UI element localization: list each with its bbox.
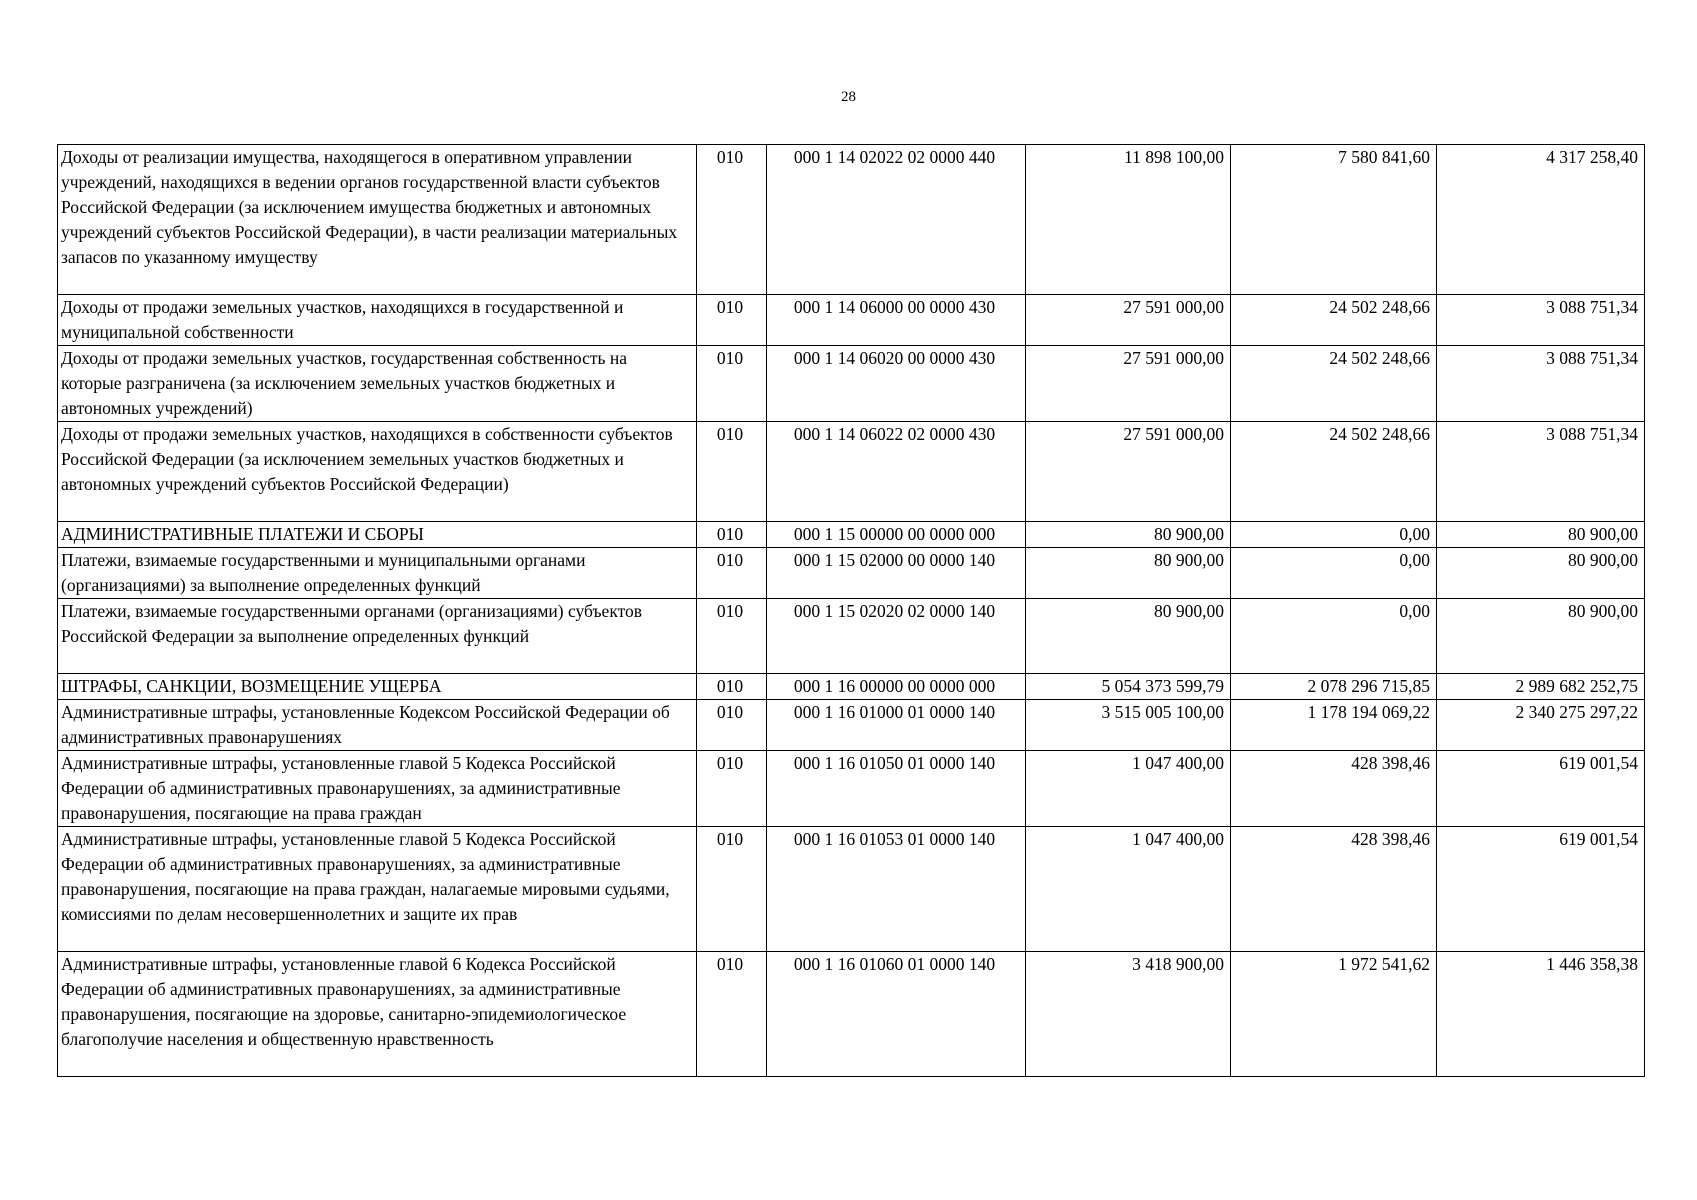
- row-code: 010: [697, 422, 767, 522]
- row-name: Доходы от продажи земельных участков, государственная собственность на которые разграничена (за исключением земельных участков бюджетных и автономных учреждений): [58, 346, 697, 422]
- table-row: [58, 599, 1645, 674]
- row-name: Платежи, взимаемые государственными органами (организациями) субъектов Российской Федерации за выполнение определенных функций: [58, 599, 697, 674]
- row-approved: 80 900,00: [1026, 548, 1231, 599]
- row-remaining: 2 989 682 252,75: [1437, 674, 1645, 700]
- row-name: Административные штрафы, установленные Кодексом Российской Федерации об административных правонарушениях: [58, 700, 697, 751]
- table-row: [58, 952, 1645, 1077]
- row-executed: 0,00: [1231, 548, 1437, 599]
- row-approved: 27 591 000,00: [1026, 346, 1231, 422]
- row-executed: 428 398,46: [1231, 827, 1437, 952]
- row-code: 010: [697, 295, 767, 346]
- row-remaining: 619 001,54: [1437, 827, 1645, 952]
- row-kbk: 000 1 14 06022 02 0000 430: [767, 422, 1026, 522]
- row-name: Административные штрафы, установленные главой 6 Кодекса Российской Федерации об административных правонарушениях, за административные правонарушения, посягающие на здоровье, санитарно-эпидемиологическое благополучие населения и общественную нравственность: [58, 952, 697, 1077]
- row-name: Доходы от продажи земельных участков, находящихся в государственной и муниципальной собственности: [58, 295, 697, 346]
- row-name: Административные штрафы, установленные главой 5 Кодекса Российской Федерации об административных правонарушениях, за административные правонарушения, посягающие на права граждан: [58, 751, 697, 827]
- page-number: 28: [841, 89, 856, 105]
- row-approved: 1 047 400,00: [1026, 751, 1231, 827]
- row-kbk: 000 1 14 02022 02 0000 440: [767, 145, 1026, 295]
- row-remaining: 2 340 275 297,22: [1437, 700, 1645, 751]
- row-code: 010: [697, 548, 767, 599]
- row-executed: 1 972 541,62: [1231, 952, 1437, 1077]
- table-row: [58, 422, 1645, 522]
- row-code: 010: [697, 751, 767, 827]
- row-kbk: 000 1 16 01050 01 0000 140: [767, 751, 1026, 827]
- row-executed: 0,00: [1231, 522, 1437, 548]
- row-approved: 3 418 900,00: [1026, 952, 1231, 1077]
- table-row: [58, 295, 1645, 346]
- row-remaining: 80 900,00: [1437, 548, 1645, 599]
- row-kbk: 000 1 16 01053 01 0000 140: [767, 827, 1026, 952]
- row-kbk: 000 1 15 00000 00 0000 000: [767, 522, 1026, 548]
- row-kbk: 000 1 14 06020 00 0000 430: [767, 346, 1026, 422]
- row-remaining: 3 088 751,34: [1437, 295, 1645, 346]
- row-executed: 2 078 296 715,85: [1231, 674, 1437, 700]
- row-executed: 428 398,46: [1231, 751, 1437, 827]
- row-code: 010: [697, 346, 767, 422]
- table-row: [58, 751, 1645, 827]
- row-approved: 5 054 373 599,79: [1026, 674, 1231, 700]
- row-name: Административные штрафы, установленные главой 5 Кодекса Российской Федерации об административных правонарушениях, за административные правонарушения, посягающие на права граждан, налагаемые мировыми судьями, комиссиями по делам несовершеннолетних и защите их прав: [58, 827, 697, 952]
- table-row: [58, 522, 1645, 548]
- row-executed: 7 580 841,60: [1231, 145, 1437, 295]
- row-approved: 3 515 005 100,00: [1026, 700, 1231, 751]
- table-row: [58, 700, 1645, 751]
- row-executed: 24 502 248,66: [1231, 295, 1437, 346]
- row-approved: 1 047 400,00: [1026, 827, 1231, 952]
- row-kbk: 000 1 16 01060 01 0000 140: [767, 952, 1026, 1077]
- row-code: 010: [697, 522, 767, 548]
- table-row: [58, 346, 1645, 422]
- row-code: 010: [697, 700, 767, 751]
- row-code: 010: [697, 827, 767, 952]
- row-code: 010: [697, 599, 767, 674]
- row-kbk: 000 1 15 02020 02 0000 140: [767, 599, 1026, 674]
- row-kbk: 000 1 16 00000 00 0000 000: [767, 674, 1026, 700]
- row-kbk: 000 1 14 06000 00 0000 430: [767, 295, 1026, 346]
- row-approved: 27 591 000,00: [1026, 295, 1231, 346]
- table-row: [58, 548, 1645, 599]
- table-row: [58, 674, 1645, 700]
- revenue-table: [57, 144, 1645, 1077]
- row-kbk: 000 1 15 02000 00 0000 140: [767, 548, 1026, 599]
- table-row: [58, 827, 1645, 952]
- row-kbk: 000 1 16 01000 01 0000 140: [767, 700, 1026, 751]
- row-remaining: 3 088 751,34: [1437, 346, 1645, 422]
- row-remaining: 1 446 358,38: [1437, 952, 1645, 1077]
- row-executed: 24 502 248,66: [1231, 422, 1437, 522]
- row-name: Доходы от продажи земельных участков, находящихся в собственности субъектов Российской Федерации (за исключением земельных участков бюджетных и автономных учреждений субъектов Российской Федерации): [58, 422, 697, 522]
- row-name: АДМИНИСТРАТИВНЫЕ ПЛАТЕЖИ И СБОРЫ: [58, 522, 697, 548]
- row-code: 010: [697, 674, 767, 700]
- row-remaining: 3 088 751,34: [1437, 422, 1645, 522]
- row-remaining: 4 317 258,40: [1437, 145, 1645, 295]
- row-approved: 80 900,00: [1026, 522, 1231, 548]
- table-row: [58, 145, 1645, 295]
- row-name: Платежи, взимаемые государственными и муниципальными органами (организациями) за выполнение определенных функций: [58, 548, 697, 599]
- row-remaining: 80 900,00: [1437, 522, 1645, 548]
- row-remaining: 80 900,00: [1437, 599, 1645, 674]
- row-approved: 27 591 000,00: [1026, 422, 1231, 522]
- row-code: 010: [697, 145, 767, 295]
- row-approved: 80 900,00: [1026, 599, 1231, 674]
- row-name: Доходы от реализации имущества, находящегося в оперативном управлении учреждений, находящихся в ведении органов государственной власти субъектов Российской Федерации (за исключением имущества бюджетных и автономных учреждений субъектов Российской Федерации), в части реализации материальных запасов по указанному имуществу: [58, 145, 697, 295]
- row-remaining: 619 001,54: [1437, 751, 1645, 827]
- row-code: 010: [697, 952, 767, 1077]
- row-executed: 1 178 194 069,22: [1231, 700, 1437, 751]
- row-executed: 24 502 248,66: [1231, 346, 1437, 422]
- row-name: ШТРАФЫ, САНКЦИИ, ВОЗМЕЩЕНИЕ УЩЕРБА: [58, 674, 697, 700]
- row-executed: 0,00: [1231, 599, 1437, 674]
- row-approved: 11 898 100,00: [1026, 145, 1231, 295]
